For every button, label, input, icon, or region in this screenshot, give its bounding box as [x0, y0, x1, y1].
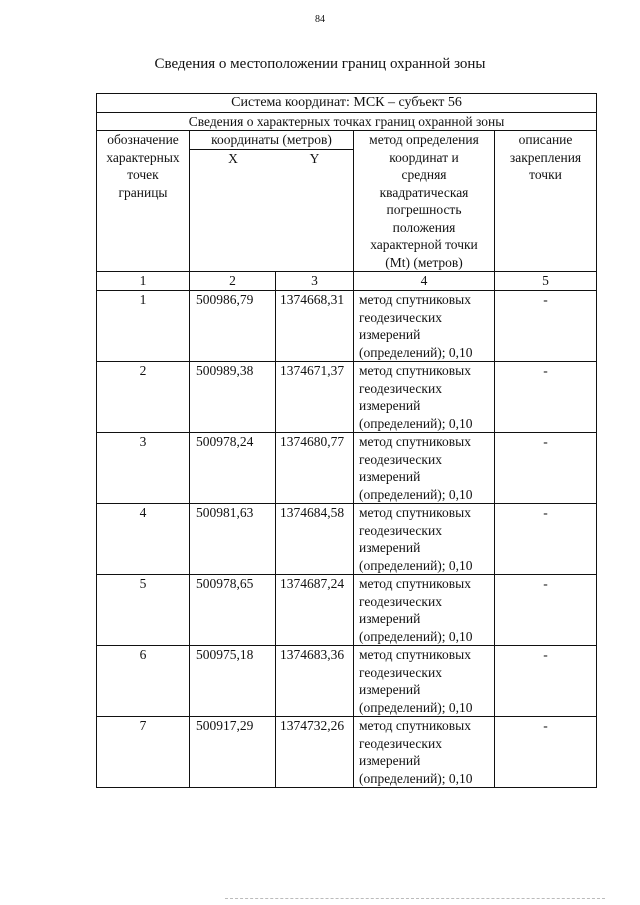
table-row [97, 362, 597, 433]
method-line: измерений [359, 611, 421, 626]
header-point: обозначение характерных точек границы [97, 131, 190, 272]
method-line: метод спутниковых [359, 434, 471, 449]
coordinate-y: 1374671,37 [276, 362, 354, 433]
method-line: геодезических [359, 309, 442, 325]
point-number: 6 [97, 646, 190, 717]
method-line: геодезических [359, 593, 442, 609]
coordinate-y: 1374668,31 [276, 291, 354, 362]
coordinate-x: 500989,38 [190, 362, 276, 433]
method-line: (определений); 0,10 [359, 415, 473, 431]
method-cell [354, 646, 495, 717]
method-line: (определений); 0,10 [359, 628, 473, 644]
method-line: метод спутниковых [359, 363, 471, 378]
point-number: 7 [97, 717, 190, 788]
coordinate-y: 1374684,58 [276, 504, 354, 575]
boundary-points-table [96, 93, 597, 788]
method-line: геодезических [359, 664, 442, 680]
point-number: 3 [97, 433, 190, 504]
coordinate-x: 500975,18 [190, 646, 276, 717]
point-number: 5 [97, 575, 190, 646]
table-row [97, 433, 597, 504]
table-row [97, 504, 597, 575]
column-number: 5 [495, 272, 597, 291]
point-description: - [495, 433, 597, 504]
method-line: метод спутниковых [359, 718, 471, 733]
coordinate-x: 500981,63 [190, 504, 276, 575]
point-description: - [495, 362, 597, 433]
point-number: 4 [97, 504, 190, 575]
method-line: метод спутниковых [359, 505, 471, 520]
header-method: метод определения координат и средняя квадратическая погрешность положения характерной точки (Mt) (метров) [354, 131, 495, 272]
method-line: геодезических [359, 735, 442, 751]
table-row [97, 646, 597, 717]
coordinate-y: 1374680,77 [276, 433, 354, 504]
method-cell [354, 504, 495, 575]
column-number: 4 [354, 272, 495, 291]
coordinate-y: 1374732,26 [276, 717, 354, 788]
method-cell [354, 291, 495, 362]
column-number: 3 [276, 272, 354, 291]
column-number: 2 [190, 272, 276, 291]
header-coordinates: координаты (метров) X Y [190, 131, 354, 272]
table-row [97, 575, 597, 646]
method-line: геодезических [359, 451, 442, 467]
section-heading: Сведения о характерных точках границ охранной зоны [97, 112, 597, 131]
method-line: измерений [359, 753, 421, 768]
coordinate-x: 500978,65 [190, 575, 276, 646]
point-description: - [495, 504, 597, 575]
coordinate-x: 500978,24 [190, 433, 276, 504]
method-cell [354, 433, 495, 504]
method-line: измерений [359, 327, 421, 342]
table-row [97, 717, 597, 788]
point-description: - [495, 575, 597, 646]
document-title: Сведения о местоположении границ охранной зоны [154, 56, 486, 72]
point-description: - [495, 646, 597, 717]
method-line: (определений); 0,10 [359, 344, 473, 360]
method-line: метод спутниковых [359, 576, 471, 591]
method-line: метод спутниковых [359, 647, 471, 662]
method-cell [354, 362, 495, 433]
page-number: 84 [315, 14, 325, 25]
coordinate-system: Система координат: МСК – субъект 56 [97, 94, 597, 113]
method-line: измерений [359, 398, 421, 413]
method-line: геодезических [359, 522, 442, 538]
method-line: измерений [359, 540, 421, 555]
column-numbers-row [97, 272, 597, 291]
coordinate-y: 1374687,24 [276, 575, 354, 646]
method-cell [354, 717, 495, 788]
coordinate-x: 500917,29 [190, 717, 276, 788]
header-x: X [228, 150, 238, 166]
point-description: - [495, 717, 597, 788]
method-line: (определений); 0,10 [359, 770, 473, 786]
header-description: описание закрепления точки [495, 131, 597, 272]
header-y: Y [309, 150, 320, 166]
method-line: измерений [359, 682, 421, 697]
table-row [97, 291, 597, 362]
method-line: (определений); 0,10 [359, 486, 473, 502]
coordinate-y: 1374683,36 [276, 646, 354, 717]
point-number: 1 [97, 291, 190, 362]
point-number: 2 [97, 362, 190, 433]
point-description: - [495, 291, 597, 362]
method-cell [354, 575, 495, 646]
method-line: (определений); 0,10 [359, 557, 473, 573]
method-line: измерений [359, 469, 421, 484]
coordinate-x: 500986,79 [190, 291, 276, 362]
scan-artifact [225, 898, 605, 900]
method-line: геодезических [359, 380, 442, 396]
method-line: (определений); 0,10 [359, 699, 473, 715]
column-number: 1 [97, 272, 190, 291]
method-line: метод спутниковых [359, 292, 471, 307]
